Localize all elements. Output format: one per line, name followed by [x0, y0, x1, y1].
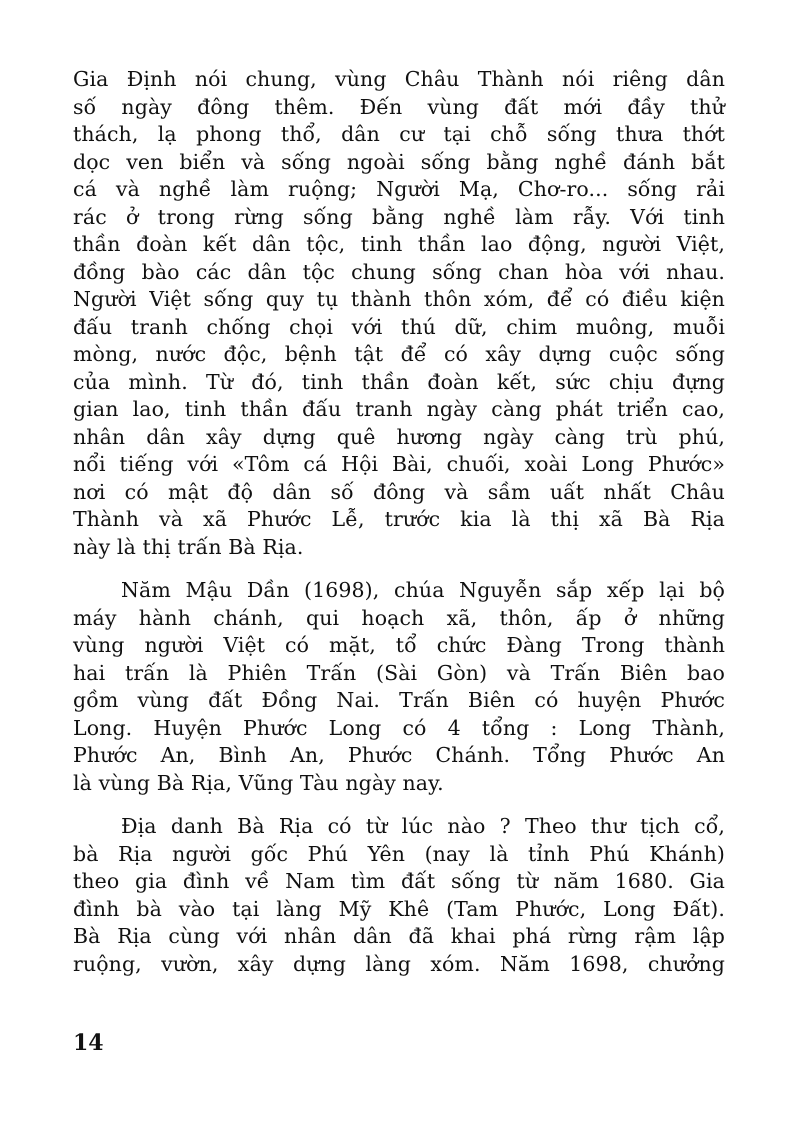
- page-body: [73, 66, 725, 978]
- text-line: mòng, nước độc, bệnh tật để có xây dựng cuộc sống: [73, 342, 725, 366]
- text-line: theo gia đình về Nam tìm đất sống từ năm 1680. Gia: [73, 869, 725, 893]
- text-line: gian lao, tinh thần đấu tranh ngày càng phát triển cao,: [73, 397, 725, 421]
- text-line: ruộng, vườn, xây dựng làng xóm. Năm 1698, chưởng: [73, 951, 725, 976]
- text-line: Long. Huyện Phước Long có 4 tổng : Long Thành,: [73, 715, 725, 740]
- text-line: Năm Mậu Dần (1698), chúa Nguyễn sắp xếp lại bộ: [121, 578, 725, 602]
- text-line: Bà Rịa cùng với nhân dân đã khai phá rừng rậm lập: [73, 924, 725, 948]
- text-line: của mình. Từ đó, tinh thần đoàn kết, sức chịu đựng: [73, 369, 725, 394]
- paragraph-3: [73, 813, 725, 978]
- text-line: thách, lạ phong thổ, dân cư tại chỗ sống thưa thớt: [73, 122, 725, 146]
- text-line: đình bà vào tại làng Mỹ Khê (Tam Phước, Long Đất).: [73, 896, 725, 921]
- page-number: 14: [73, 1030, 104, 1056]
- text-line: nhân dân xây dựng quê hương ngày càng trù phú,: [73, 424, 725, 449]
- text-line: nơi có mật độ dân số đông và sầm uất nhất Châu: [73, 479, 725, 504]
- text-line: Phước An, Bình An, Phước Chánh. Tổng Phước An: [73, 743, 725, 767]
- text-line: là vùng Bà Rịa, Vũng Tàu ngày nay.: [73, 770, 444, 795]
- text-line: hai trấn là Phiên Trấn (Sài Gòn) và Trấn Biên bao: [73, 660, 725, 685]
- text-line: máy hành chánh, qui hoạch xã, thôn, ấp ở những: [73, 605, 725, 630]
- text-line: bà Rịa người gốc Phú Yên (nay là tỉnh Phú Khánh): [73, 841, 725, 866]
- text-line: này là thị trấn Bà Rịa.: [73, 534, 304, 559]
- paragraph-2: [73, 577, 725, 797]
- text-line: nổi tiếng với «Tôm cá Hội Bài, chuối, xoài Long Phước»: [73, 452, 725, 476]
- text-line: thần đoàn kết dân tộc, tinh thần lao động, người Việt,: [73, 232, 725, 256]
- text-line: đồng bào các dân tộc chung sống chan hòa với nhau.: [73, 259, 725, 284]
- text-line: đấu tranh chống chọi với thú dữ, chim muông, muỗi: [73, 314, 725, 339]
- text-line: số ngày đông thêm. Đến vùng đất mới đầy thử: [73, 94, 725, 119]
- text-line: Thành và xã Phước Lễ, trước kia là thị xã Bà Rịa: [73, 507, 725, 531]
- text-line: cá và nghề làm ruộng; Người Mạ, Chơ-ro... sống rải: [73, 177, 725, 201]
- text-line: dọc ven biển và sống ngoài sống bằng nghề đánh bắt: [73, 149, 725, 174]
- text-line: vùng người Việt có mặt, tổ chức Đàng Trong thành: [73, 633, 725, 657]
- text-line: rác ở trong rừng sống bằng nghề làm rẫy. Với tinh: [73, 204, 725, 229]
- text-line: Gia Định nói chung, vùng Châu Thành nói riêng dân: [73, 67, 725, 91]
- text-line: Địa danh Bà Rịa có từ lúc nào ? Theo thư tịch cổ,: [121, 814, 725, 838]
- text-line: Người Việt sống quy tụ thành thôn xóm, để có điều kiện: [73, 287, 725, 311]
- text-line: gồm vùng đất Đồng Nai. Trấn Biên có huyện Phước: [73, 688, 725, 712]
- paragraph-1: [73, 66, 725, 561]
